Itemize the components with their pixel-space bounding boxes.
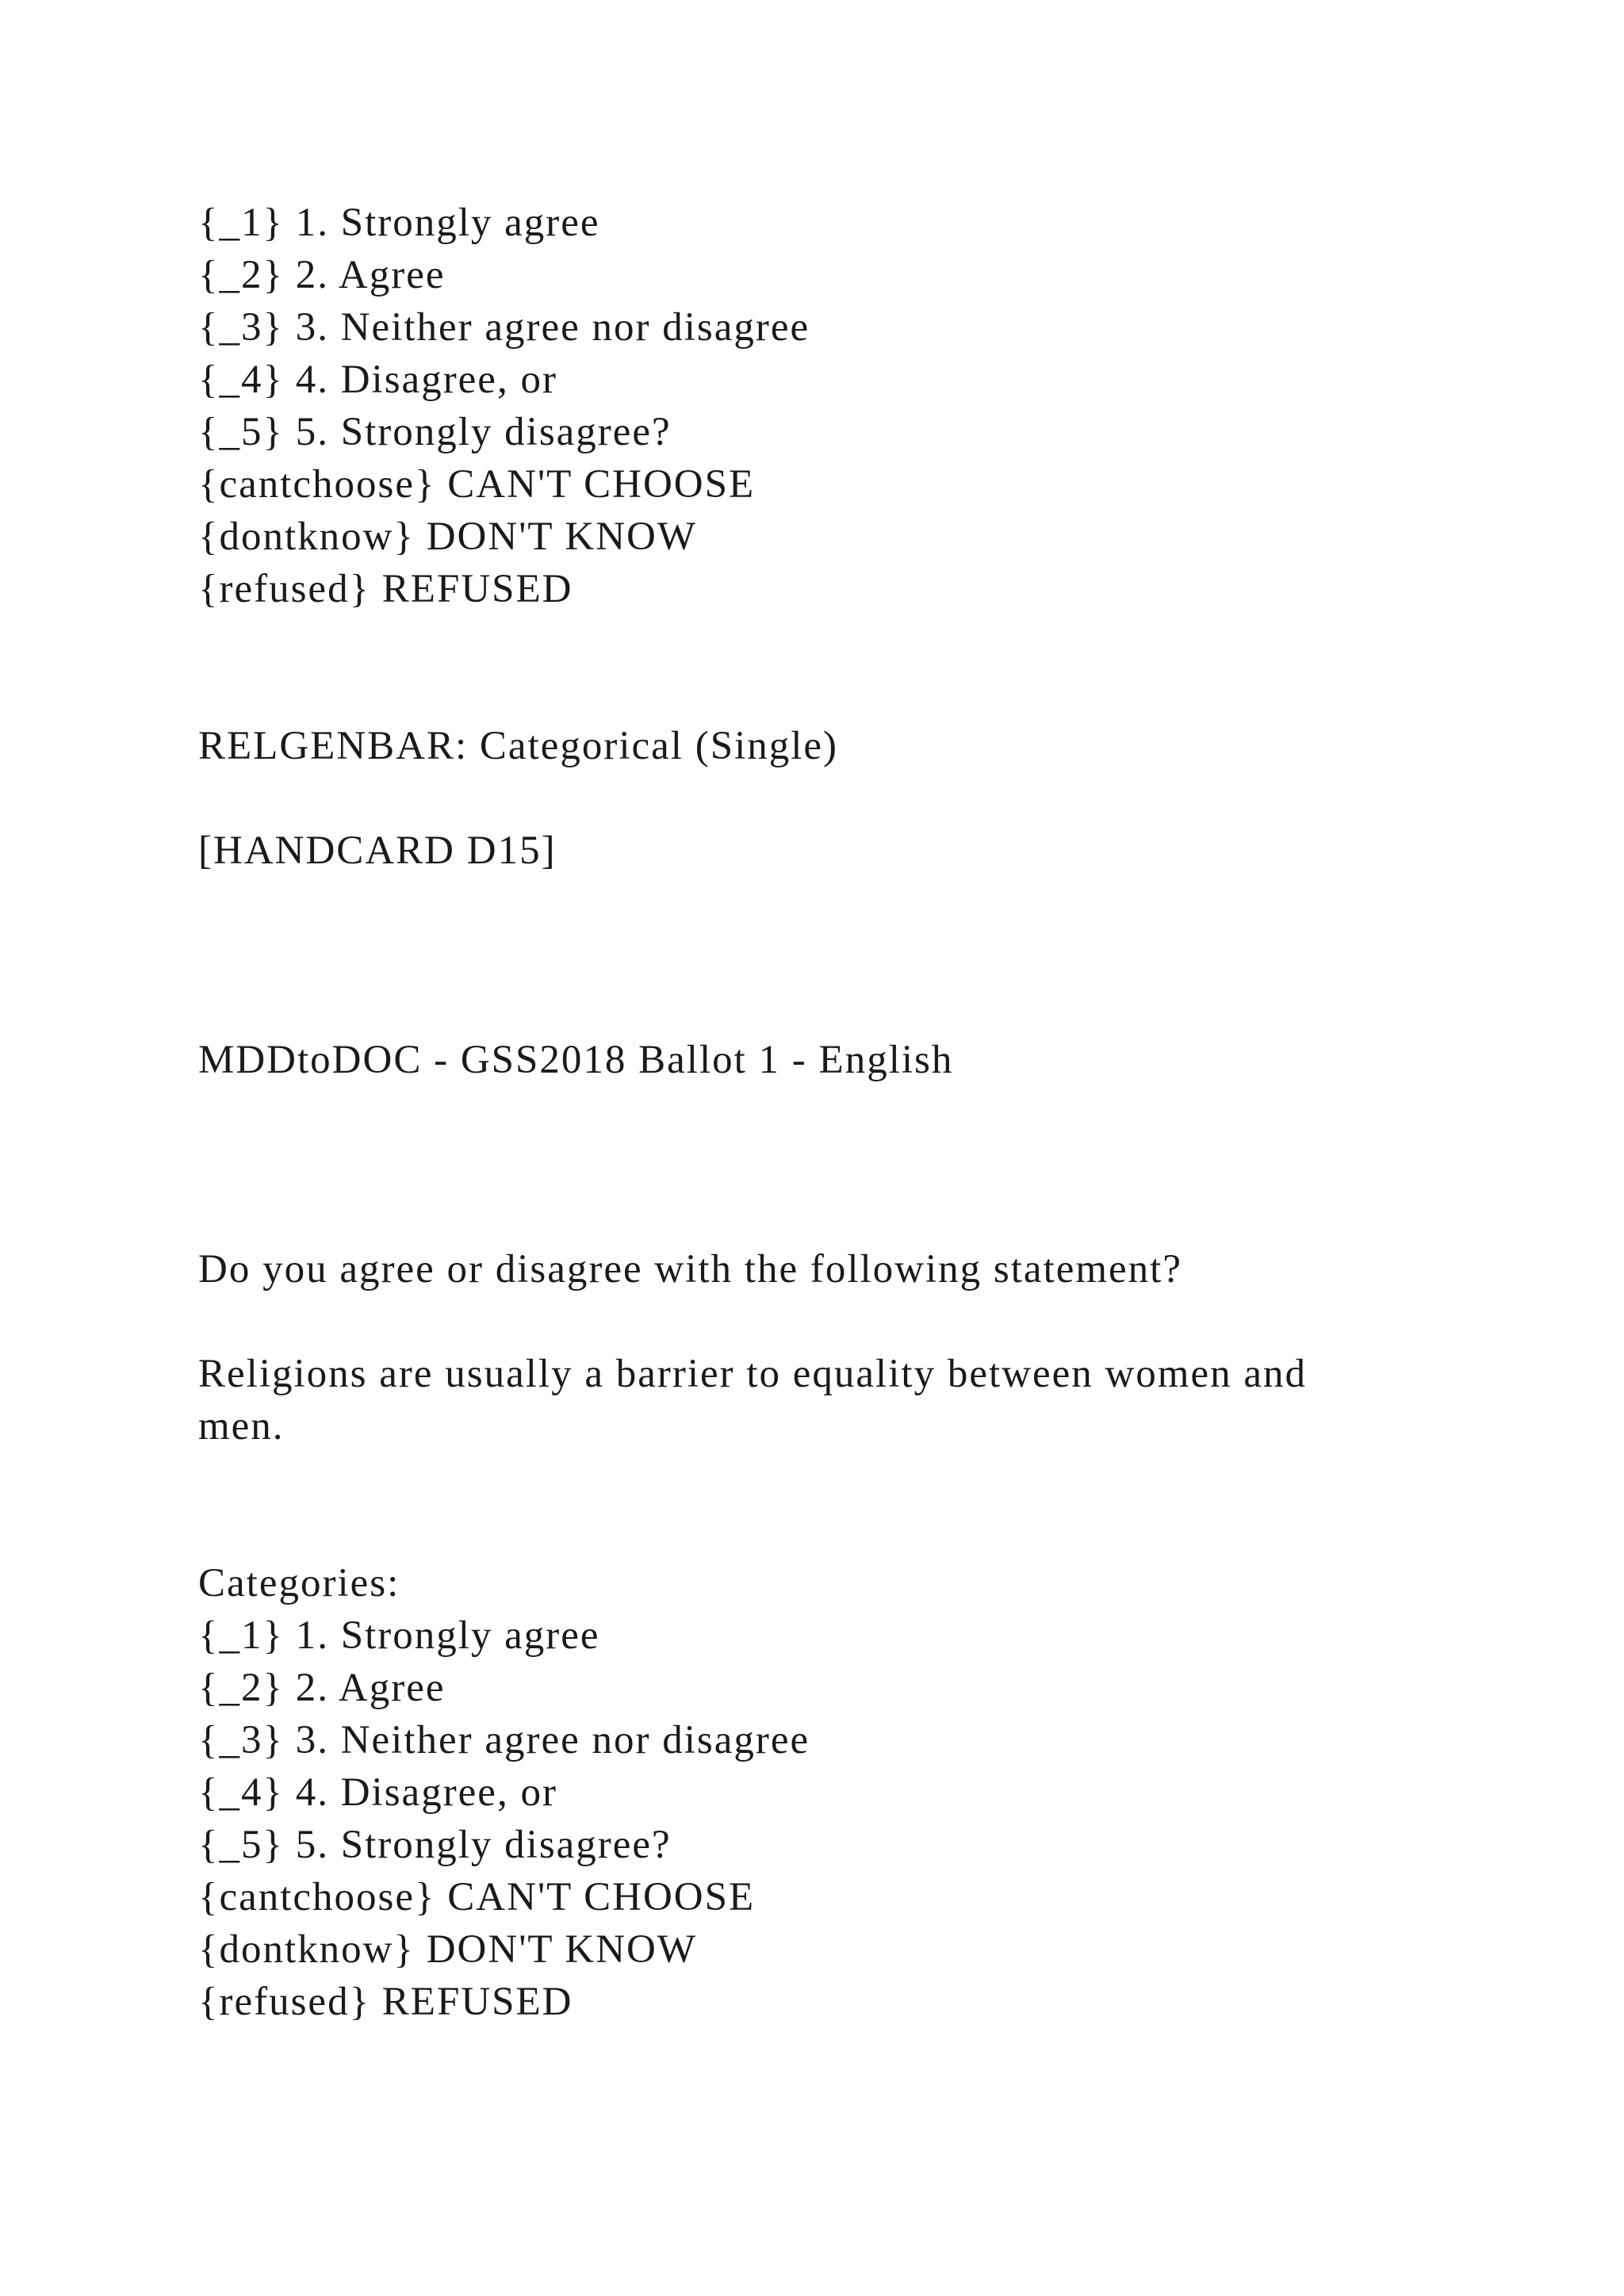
category-option: {_2} 2. Agree <box>198 253 446 297</box>
category-option: {_5} 5. Strongly disagree? <box>198 410 672 454</box>
category-option: {_3} 3. Neither agree nor disagree <box>198 1718 810 1762</box>
category-option: {_3} 3. Neither agree nor disagree <box>198 305 810 350</box>
category-option: {_4} 4. Disagree, or <box>198 358 557 402</box>
category-option: {_5} 5. Strongly disagree? <box>198 1823 672 1867</box>
variable-header: RELGENBAR: Categorical (Single) <box>198 724 839 768</box>
category-option: {_1} 1. Strongly agree <box>198 1613 600 1658</box>
category-option: {refused} REFUSED <box>198 1980 573 2024</box>
category-option: {dontknow} DON'T KNOW <box>198 515 697 559</box>
handcard-label: [HANDCARD D15] <box>198 828 557 873</box>
category-option: {_1} 1. Strongly agree <box>198 201 600 245</box>
statement-text-continued: men. <box>198 1404 285 1448</box>
categories-label: Categories: <box>198 1561 400 1605</box>
category-option: {cantchoose} CAN'T CHOOSE <box>198 1875 756 1919</box>
question-text: Do you agree or disagree with the following statement? <box>198 1247 1182 1292</box>
statement-text: Religions are usually a barrier to equality between women and <box>198 1352 1307 1396</box>
document-title: MDDtoDOC - GSS2018 Ballot 1 - English <box>198 1038 954 1082</box>
category-option: {dontknow} DON'T KNOW <box>198 1927 697 1972</box>
category-option: {_4} 4. Disagree, or <box>198 1770 557 1815</box>
category-option: {_2} 2. Agree <box>198 1666 446 1710</box>
category-option: {refused} REFUSED <box>198 567 573 611</box>
category-option: {cantchoose} CAN'T CHOOSE <box>198 462 756 507</box>
